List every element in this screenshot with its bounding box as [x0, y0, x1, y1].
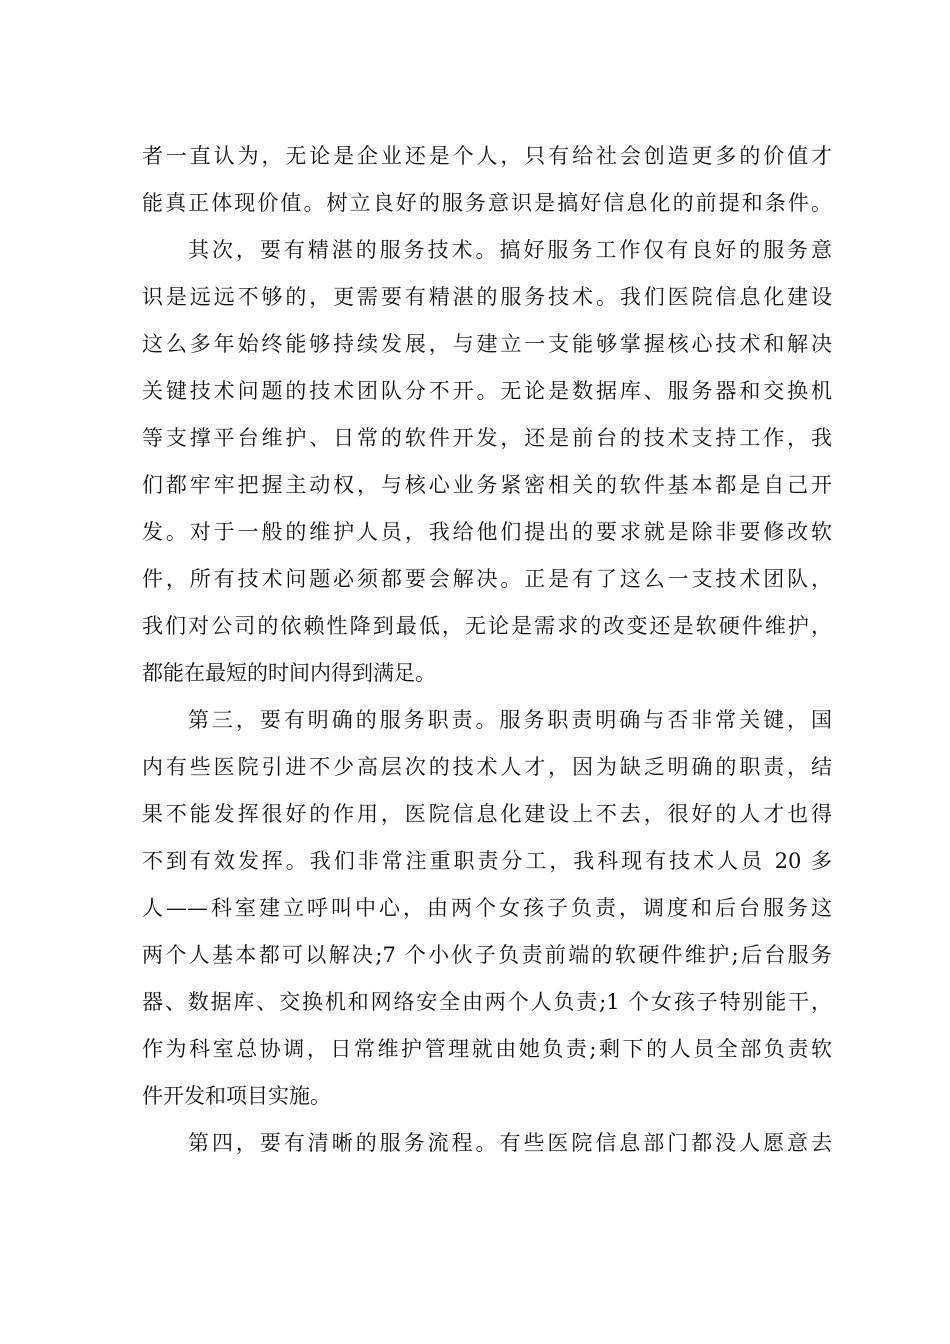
text-line: 们都牢牢把握主动权，与核心业务紧密相关的软件基本都是自己开	[142, 473, 832, 497]
text-line: 内有些医院引进不少高层次的技术人才，因为缺乏明确的职责，结	[142, 755, 832, 779]
text-line: 件，所有技术问题必须都要会解决。正是有了这么一支技术团队，	[142, 567, 832, 591]
paragraph-last-line: 都能在最短的时间内得到满足。	[142, 661, 436, 685]
text-line: 器、数据库、交换机和网络安全由两个人负责;1 个女孩子特别能干，	[142, 990, 832, 1014]
paragraph-first-line: 第三，要有明确的服务职责。服务职责明确与否非常关键，国	[188, 708, 832, 732]
text-line: 能真正体现价值。树立良好的服务意识是搞好信息化的前提和条件。	[142, 191, 832, 215]
text-line: 识是远远不够的，更需要有精湛的服务技术。我们医院信息化建设	[142, 285, 832, 309]
text-line: 等支撑平台维护、日常的软件开发，还是前台的技术支持工作，我	[142, 426, 832, 450]
text-line: 这么多年始终能够持续发展，与建立一支能够掌握核心技术和解决	[142, 332, 832, 356]
text-line: 我们对公司的依赖性降到最低，无论是需求的改变还是软硬件维护，	[142, 614, 832, 638]
text-line: 两个人基本都可以解决;7 个小伙子负责前端的软硬件维护;后台服务	[142, 943, 832, 967]
text-line: 发。对于一般的维护人员，我给他们提出的要求就是除非要修改软	[142, 520, 832, 544]
text-line: 不到有效发挥。我们非常注重职责分工，我科现有技术人员 20 多	[142, 849, 832, 873]
text-line: 关键技术问题的技术团队分不开。无论是数据库、服务器和交换机	[142, 379, 832, 403]
paragraph-first-line: 其次，要有精湛的服务技术。搞好服务工作仅有良好的服务意	[188, 238, 832, 262]
text-line: 作为科室总协调，日常维护管理就由她负责;剩下的人员全部负责软	[142, 1037, 832, 1061]
text-line: 者一直认为，无论是企业还是个人，只有给社会创造更多的价值才	[142, 144, 832, 168]
paragraph-first-line: 第四，要有清晰的服务流程。有些医院信息部门都没人愿意去	[188, 1131, 832, 1155]
paragraph-last-line: 件开发和项目实施。	[142, 1084, 331, 1108]
text-line: 果不能发挥很好的作用，医院信息化建设上不去，很好的人才也得	[142, 802, 832, 826]
text-line: 人——科室建立呼叫中心，由两个女孩子负责，调度和后台服务这	[142, 896, 832, 920]
